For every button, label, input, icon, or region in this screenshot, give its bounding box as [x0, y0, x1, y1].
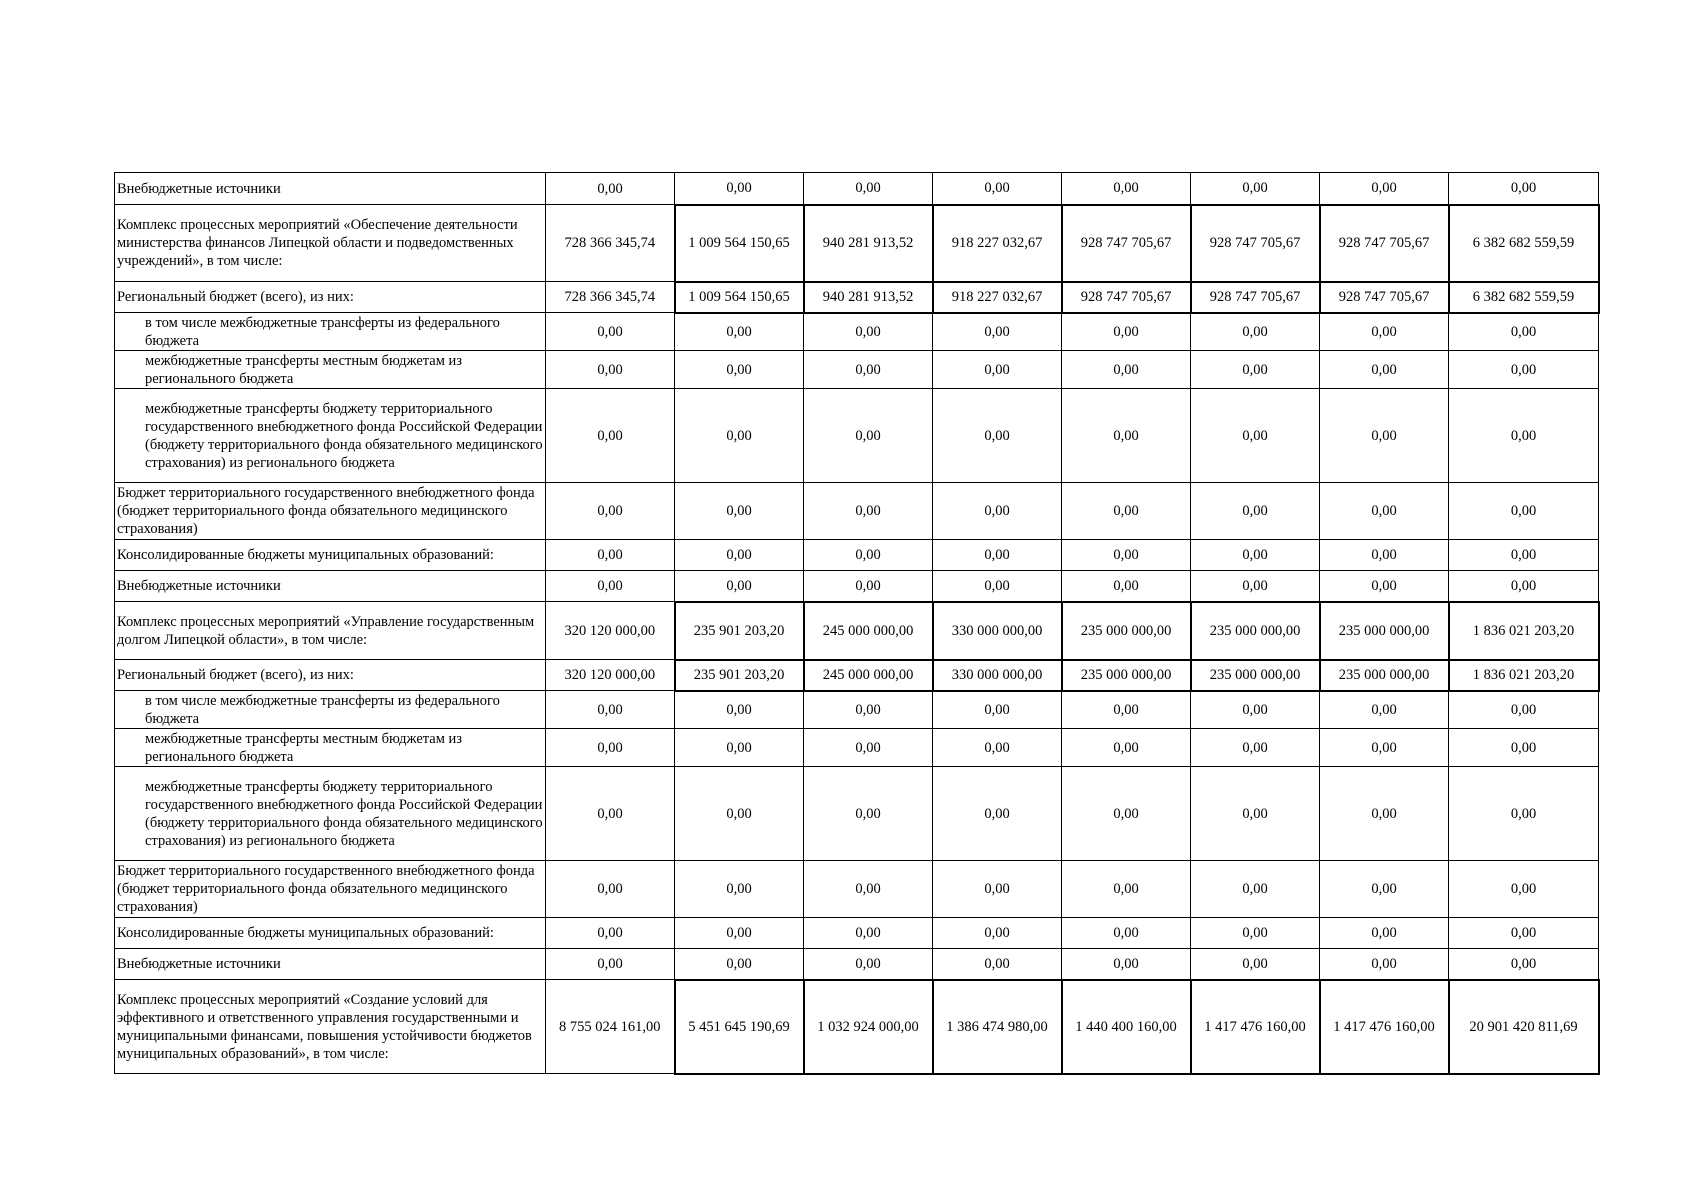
value-cell: 0,00	[1191, 729, 1320, 767]
value-cell: 0,00	[804, 351, 933, 389]
value-cell: 0,00	[546, 351, 675, 389]
value-cell: 0,00	[675, 918, 804, 949]
value-cell: 940 281 913,52	[804, 205, 933, 282]
row-label: межбюджетные трансферты местным бюджетам из регионального бюджета	[115, 351, 546, 389]
value-cell: 1 032 924 000,00	[804, 980, 933, 1074]
value-cell: 6 382 682 559,59	[1449, 282, 1599, 313]
value-cell: 0,00	[1449, 313, 1599, 351]
table-row	[115, 767, 1599, 861]
value-cell: 0,00	[804, 540, 933, 571]
value-cell: 0,00	[1191, 767, 1320, 861]
value-cell: 235 901 203,20	[675, 660, 804, 691]
value-cell: 0,00	[546, 918, 675, 949]
table-row	[115, 729, 1599, 767]
value-cell: 245 000 000,00	[804, 602, 933, 660]
value-cell: 0,00	[1320, 351, 1449, 389]
value-cell: 0,00	[933, 351, 1062, 389]
value-cell: 6 382 682 559,59	[1449, 205, 1599, 282]
value-cell: 0,00	[675, 173, 804, 205]
value-cell: 235 901 203,20	[675, 602, 804, 660]
value-cell: 0,00	[1062, 861, 1191, 918]
value-cell: 235 000 000,00	[1191, 660, 1320, 691]
value-cell: 0,00	[804, 313, 933, 351]
value-cell: 0,00	[933, 389, 1062, 483]
value-cell: 918 227 032,67	[933, 205, 1062, 282]
table-row	[115, 571, 1599, 602]
value-cell: 0,00	[546, 861, 675, 918]
value-cell: 330 000 000,00	[933, 660, 1062, 691]
table-row	[115, 313, 1599, 351]
value-cell: 0,00	[1062, 691, 1191, 729]
value-cell: 0,00	[1191, 173, 1320, 205]
table-row	[115, 205, 1599, 282]
table-row	[115, 282, 1599, 313]
value-cell: 0,00	[1062, 918, 1191, 949]
value-cell: 0,00	[1449, 729, 1599, 767]
budget-table	[114, 172, 1600, 1075]
value-cell: 0,00	[1062, 483, 1191, 540]
value-cell: 940 281 913,52	[804, 282, 933, 313]
value-cell: 20 901 420 811,69	[1449, 980, 1599, 1074]
value-cell: 0,00	[1191, 389, 1320, 483]
value-cell: 0,00	[933, 483, 1062, 540]
table-row	[115, 173, 1599, 205]
row-label: Региональный бюджет (всего), из них:	[115, 282, 546, 313]
row-label: Комплекс процессных мероприятий «Обеспечение деятельности министерства финансов Липецкой области и подведомственных учреждений», в том числе:	[115, 205, 546, 282]
value-cell: 1 836 021 203,20	[1449, 602, 1599, 660]
value-cell: 5 451 645 190,69	[675, 980, 804, 1074]
value-cell: 0,00	[1320, 918, 1449, 949]
value-cell: 0,00	[933, 861, 1062, 918]
value-cell: 0,00	[1449, 540, 1599, 571]
value-cell: 0,00	[546, 691, 675, 729]
value-cell: 0,00	[675, 861, 804, 918]
value-cell: 0,00	[675, 313, 804, 351]
value-cell: 0,00	[1449, 173, 1599, 205]
value-cell: 0,00	[1062, 351, 1191, 389]
value-cell: 0,00	[1191, 861, 1320, 918]
value-cell: 928 747 705,67	[1191, 205, 1320, 282]
value-cell: 0,00	[546, 173, 675, 205]
value-cell: 928 747 705,67	[1320, 205, 1449, 282]
value-cell: 1 836 021 203,20	[1449, 660, 1599, 691]
value-cell: 0,00	[1320, 313, 1449, 351]
value-cell: 0,00	[804, 571, 933, 602]
row-label: межбюджетные трансферты бюджету территориального государственного внебюджетного фонда Российской Федерации (бюджету территориального фонда обязательного медицинского страхования) из регионального бюджета	[115, 767, 546, 861]
value-cell: 928 747 705,67	[1062, 282, 1191, 313]
value-cell: 0,00	[1191, 351, 1320, 389]
value-cell: 0,00	[1449, 389, 1599, 483]
table-row	[115, 389, 1599, 483]
value-cell: 918 227 032,67	[933, 282, 1062, 313]
table-row	[115, 861, 1599, 918]
table-row	[115, 540, 1599, 571]
value-cell: 1 440 400 160,00	[1062, 980, 1191, 1074]
value-cell: 0,00	[675, 351, 804, 389]
value-cell: 0,00	[933, 767, 1062, 861]
value-cell: 0,00	[1320, 540, 1449, 571]
value-cell: 0,00	[1191, 918, 1320, 949]
value-cell: 0,00	[804, 949, 933, 980]
row-label: Бюджет территориального государственного внебюджетного фонда (бюджет территориального фонда обязательного медицинского страхования)	[115, 861, 546, 918]
value-cell: 0,00	[933, 729, 1062, 767]
value-cell: 0,00	[546, 571, 675, 602]
value-cell: 0,00	[546, 729, 675, 767]
table-row	[115, 691, 1599, 729]
value-cell: 0,00	[1062, 949, 1191, 980]
value-cell: 1 009 564 150,65	[675, 282, 804, 313]
row-label: Внебюджетные источники	[115, 173, 546, 205]
table-row	[115, 660, 1599, 691]
value-cell: 0,00	[933, 571, 1062, 602]
value-cell: 235 000 000,00	[1062, 660, 1191, 691]
row-label: Комплекс процессных мероприятий «Управление государственным долгом Липецкой области», в том числе:	[115, 602, 546, 660]
value-cell: 0,00	[1062, 729, 1191, 767]
value-cell: 235 000 000,00	[1191, 602, 1320, 660]
value-cell: 0,00	[1449, 918, 1599, 949]
value-cell: 928 747 705,67	[1320, 282, 1449, 313]
value-cell: 320 120 000,00	[546, 660, 675, 691]
table-body	[115, 173, 1599, 1074]
value-cell: 0,00	[1320, 691, 1449, 729]
row-label: Консолидированные бюджеты муниципальных образований:	[115, 540, 546, 571]
value-cell: 0,00	[675, 729, 804, 767]
value-cell: 0,00	[1320, 389, 1449, 483]
value-cell: 8 755 024 161,00	[546, 980, 675, 1074]
value-cell: 0,00	[933, 691, 1062, 729]
value-cell: 0,00	[546, 483, 675, 540]
value-cell: 0,00	[933, 540, 1062, 571]
table-row	[115, 918, 1599, 949]
value-cell: 0,00	[1320, 173, 1449, 205]
value-cell: 0,00	[933, 173, 1062, 205]
value-cell: 0,00	[804, 918, 933, 949]
value-cell: 0,00	[1320, 861, 1449, 918]
value-cell: 0,00	[1062, 313, 1191, 351]
value-cell: 0,00	[1449, 351, 1599, 389]
value-cell: 0,00	[1320, 949, 1449, 980]
value-cell: 0,00	[804, 389, 933, 483]
value-cell: 1 417 476 160,00	[1320, 980, 1449, 1074]
value-cell: 245 000 000,00	[804, 660, 933, 691]
table-row	[115, 980, 1599, 1074]
value-cell: 0,00	[933, 949, 1062, 980]
value-cell: 235 000 000,00	[1320, 660, 1449, 691]
value-cell: 0,00	[1449, 861, 1599, 918]
value-cell: 235 000 000,00	[1062, 602, 1191, 660]
value-cell: 0,00	[675, 691, 804, 729]
value-cell: 0,00	[1449, 571, 1599, 602]
value-cell: 0,00	[804, 861, 933, 918]
value-cell: 928 747 705,67	[1062, 205, 1191, 282]
value-cell: 1 386 474 980,00	[933, 980, 1062, 1074]
table-row	[115, 351, 1599, 389]
value-cell: 0,00	[1062, 173, 1191, 205]
row-label: межбюджетные трансферты бюджету территориального государственного внебюджетного фонда Российской Федерации (бюджету территориального фонда обязательного медицинского страхования) из регионального бюджета	[115, 389, 546, 483]
value-cell: 0,00	[804, 691, 933, 729]
value-cell: 0,00	[1320, 483, 1449, 540]
value-cell: 0,00	[546, 313, 675, 351]
value-cell: 0,00	[1449, 949, 1599, 980]
value-cell: 728 366 345,74	[546, 205, 675, 282]
value-cell: 0,00	[546, 767, 675, 861]
value-cell: 0,00	[1191, 540, 1320, 571]
value-cell: 0,00	[1062, 571, 1191, 602]
row-label: Региональный бюджет (всего), из них:	[115, 660, 546, 691]
value-cell: 1 009 564 150,65	[675, 205, 804, 282]
value-cell: 0,00	[1449, 767, 1599, 861]
value-cell: 0,00	[546, 389, 675, 483]
value-cell: 0,00	[1062, 540, 1191, 571]
value-cell: 0,00	[1062, 389, 1191, 483]
value-cell: 320 120 000,00	[546, 602, 675, 660]
value-cell: 0,00	[1320, 571, 1449, 602]
value-cell: 0,00	[1191, 949, 1320, 980]
table-row	[115, 483, 1599, 540]
value-cell: 330 000 000,00	[933, 602, 1062, 660]
value-cell: 0,00	[804, 729, 933, 767]
value-cell: 728 366 345,74	[546, 282, 675, 313]
value-cell: 0,00	[1191, 483, 1320, 540]
row-label: межбюджетные трансферты местным бюджетам из регионального бюджета	[115, 729, 546, 767]
value-cell: 0,00	[546, 540, 675, 571]
value-cell: 0,00	[1191, 313, 1320, 351]
value-cell: 0,00	[804, 483, 933, 540]
value-cell: 1 417 476 160,00	[1191, 980, 1320, 1074]
row-label: в том числе межбюджетные трансферты из федерального бюджета	[115, 313, 546, 351]
row-label: Бюджет территориального государственного внебюджетного фонда (бюджет территориального фонда обязательного медицинского страхования)	[115, 483, 546, 540]
value-cell: 0,00	[675, 767, 804, 861]
value-cell: 235 000 000,00	[1320, 602, 1449, 660]
value-cell: 0,00	[1449, 691, 1599, 729]
value-cell: 0,00	[675, 483, 804, 540]
value-cell: 0,00	[546, 949, 675, 980]
row-label: Внебюджетные источники	[115, 949, 546, 980]
value-cell: 0,00	[804, 767, 933, 861]
row-label: Консолидированные бюджеты муниципальных образований:	[115, 918, 546, 949]
value-cell: 0,00	[675, 389, 804, 483]
value-cell: 0,00	[675, 540, 804, 571]
value-cell: 0,00	[675, 949, 804, 980]
value-cell: 0,00	[675, 571, 804, 602]
value-cell: 0,00	[933, 313, 1062, 351]
row-label: Внебюджетные источники	[115, 571, 546, 602]
value-cell: 0,00	[1191, 571, 1320, 602]
value-cell: 0,00	[1320, 729, 1449, 767]
row-label: Комплекс процессных мероприятий «Создание условий для эффективного и ответственного управления государственными и муниципальными финансами, повышения устойчивости бюджетов муниципальных образований», в том числе:	[115, 980, 546, 1074]
row-label: в том числе межбюджетные трансферты из федерального бюджета	[115, 691, 546, 729]
table-row	[115, 602, 1599, 660]
value-cell: 0,00	[1191, 691, 1320, 729]
table-row	[115, 949, 1599, 980]
value-cell: 0,00	[804, 173, 933, 205]
value-cell: 0,00	[933, 918, 1062, 949]
value-cell: 0,00	[1449, 483, 1599, 540]
value-cell: 0,00	[1320, 767, 1449, 861]
value-cell: 0,00	[1062, 767, 1191, 861]
value-cell: 928 747 705,67	[1191, 282, 1320, 313]
